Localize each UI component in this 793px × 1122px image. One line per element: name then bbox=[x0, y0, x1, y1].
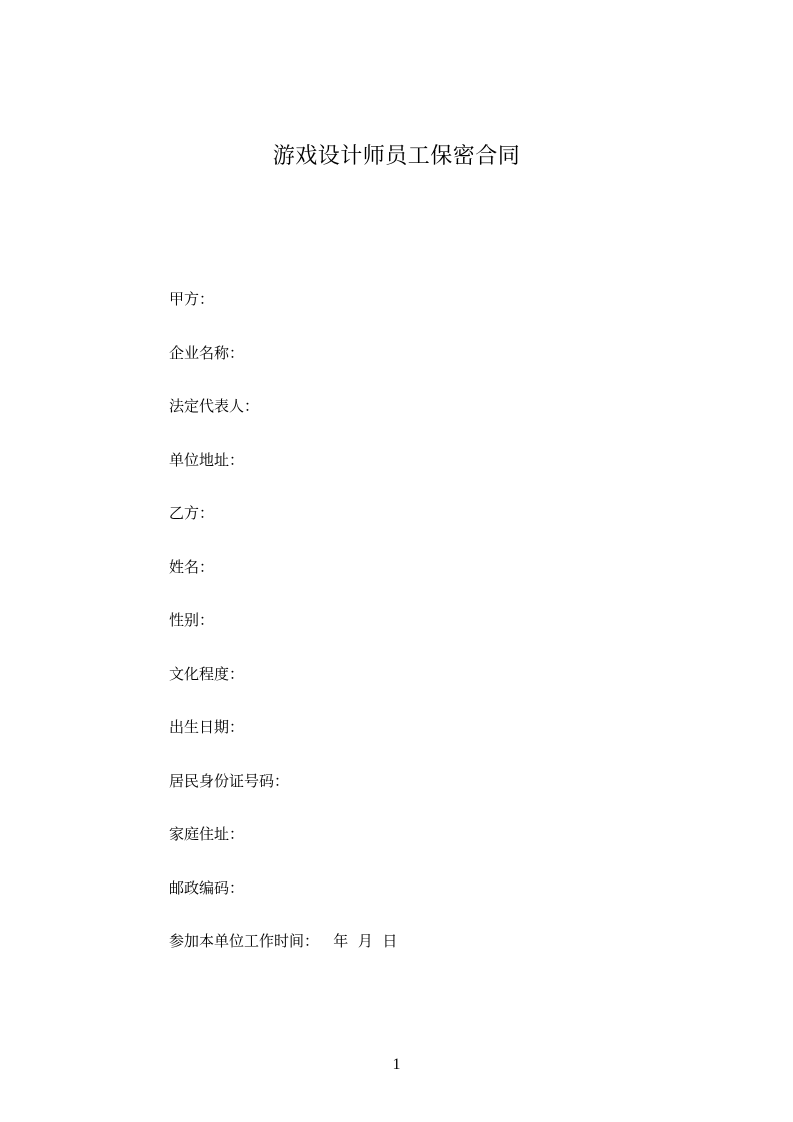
page-number: 1 bbox=[392, 1056, 401, 1073]
field-company-address: 单位地址： bbox=[169, 450, 245, 469]
field-gender: 性别： bbox=[169, 611, 215, 629]
field-party-b: 乙方： bbox=[169, 504, 215, 522]
field-company-name: 企业名称： bbox=[169, 343, 245, 362]
field-postal-code: 邮政编码： bbox=[169, 878, 245, 897]
field-home-address: 家庭住址： bbox=[169, 825, 245, 843]
field-legal-representative: 法定代表人： bbox=[169, 397, 260, 415]
field-join-date: 参加本单位工作时间： 年 月 日 bbox=[169, 932, 398, 950]
contract-fields bbox=[169, 288, 397, 984]
field-birth-date: 出生日期： bbox=[169, 718, 245, 736]
field-education: 文化程度： bbox=[169, 664, 245, 683]
document-title: 游戏设计师员工保密合同 bbox=[272, 144, 521, 169]
field-id-number: 居民身份证号码： bbox=[169, 771, 290, 790]
field-party-a: 甲方： bbox=[169, 290, 215, 308]
field-name: 姓名： bbox=[169, 557, 215, 576]
